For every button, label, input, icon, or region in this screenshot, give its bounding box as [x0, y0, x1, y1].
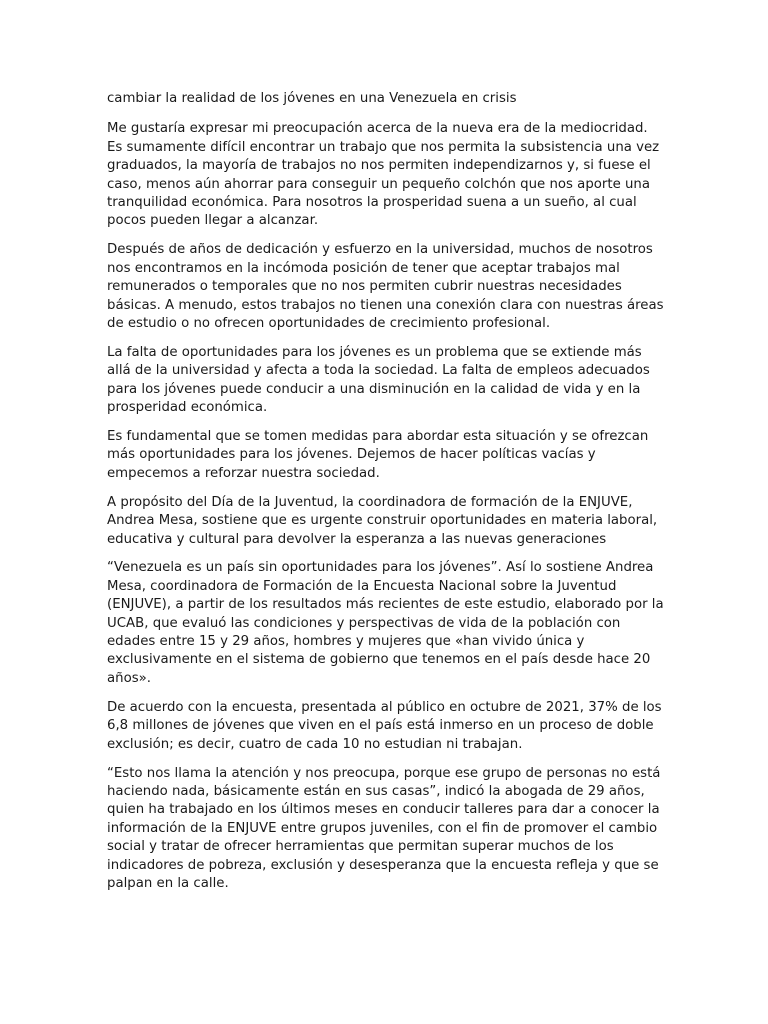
paragraph-5: A propósito del Día de la Juventud, la coordinadora de formación de la ENJUVE, Andrea Mesa, sostiene que es urgente construir oportunidades en materia laboral, educativa y cultural para devolver la esperanza a las nuevas generaciones: [107, 494, 658, 547]
paragraph-2: Después de años de dedicación y esfuerzo en la universidad, muchos de nosotros nos encontramos en la incómoda posición de tener que aceptar trabajos mal remunerados o temporales que no nos permiten cubrir nuestras necesidades básicas. A menudo, estos trabajos no tienen una conexión clara con nuestras áreas de estudio o no ofrecen oportunidades de crecimiento profesional.: [107, 242, 664, 331]
paragraph-6: “Venezuela es un país sin oportunidades para los jóvenes”. Así lo sostiene Andrea Mesa, coordinadora de Formación de la Encuesta Nacional sobre la Juventud (ENJUVE), a partir de los resultados más recientes de este estudio, elaborado por la UCAB, que evaluó las condiciones y perspectivas de vida de la población con edades entre 15 y 29 años, hombres y mujeres que «han vivido única y exclusivamente en el sistema de gobierno que tenemos en el país desde hace 20 años».: [107, 560, 664, 686]
paragraph-3: La falta de oportunidades para los jóvenes es un problema que se extiende más allá de la universidad y afecta a toda la sociedad. La falta de empleos adecuados para los jóvenes puede conducir a una disminución en la calidad de vida y en la prosperidad económica.: [107, 344, 650, 416]
paragraph-4: Es fundamental que se tomen medidas para abordar esta situación y se ofrezcan más oportunidades para los jóvenes. Dejemos de hacer políticas vacías y empecemos a reforzar nuestra sociedad.: [107, 429, 649, 481]
document-title: cambiar la realidad de los jóvenes en una Venezuela en crisis: [107, 91, 517, 106]
document-page: [107, 90, 667, 904]
paragraph-1: Me gustaría expresar mi preocupación acerca de la nueva era de la mediocridad. Es sumamente difícil encontrar un trabajo que nos permita la subsistencia una vez graduados, la mayoría de trabajos no nos permiten independizarnos y, si fuese el caso, menos aún ahorrar para conseguir un pequeño colchón que nos aporte una tranquilidad económica. Para nosotros la prosperidad suena a un sueño, al cual pocos pueden llegar a alcanzar.: [107, 121, 660, 229]
paragraph-7: De acuerdo con la encuesta, presentada al público en octubre de 2021, 37% de los 6,8 millones de jóvenes que viven en el país está inmerso en un proceso de doble exclusión; es decir, cuatro de cada 10 no estudian ni trabajan.: [107, 699, 662, 752]
paragraph-8: “Esto nos llama la atención y nos preocupa, porque ese grupo de personas no está haciendo nada, básicamente están en sus casas”, indicó la abogada de 29 años, quien ha trabajado en los últimos meses en conducir talleres para dar a conocer la información de la ENJUVE entre grupos juveniles, con el fin de promover el cambio social y tratar de ofrecer herramientas que permitan superar muchos de los indicadores de pobreza, exclusión y desesperanza que la encuesta refleja y que se palpan en la calle.: [107, 765, 661, 891]
